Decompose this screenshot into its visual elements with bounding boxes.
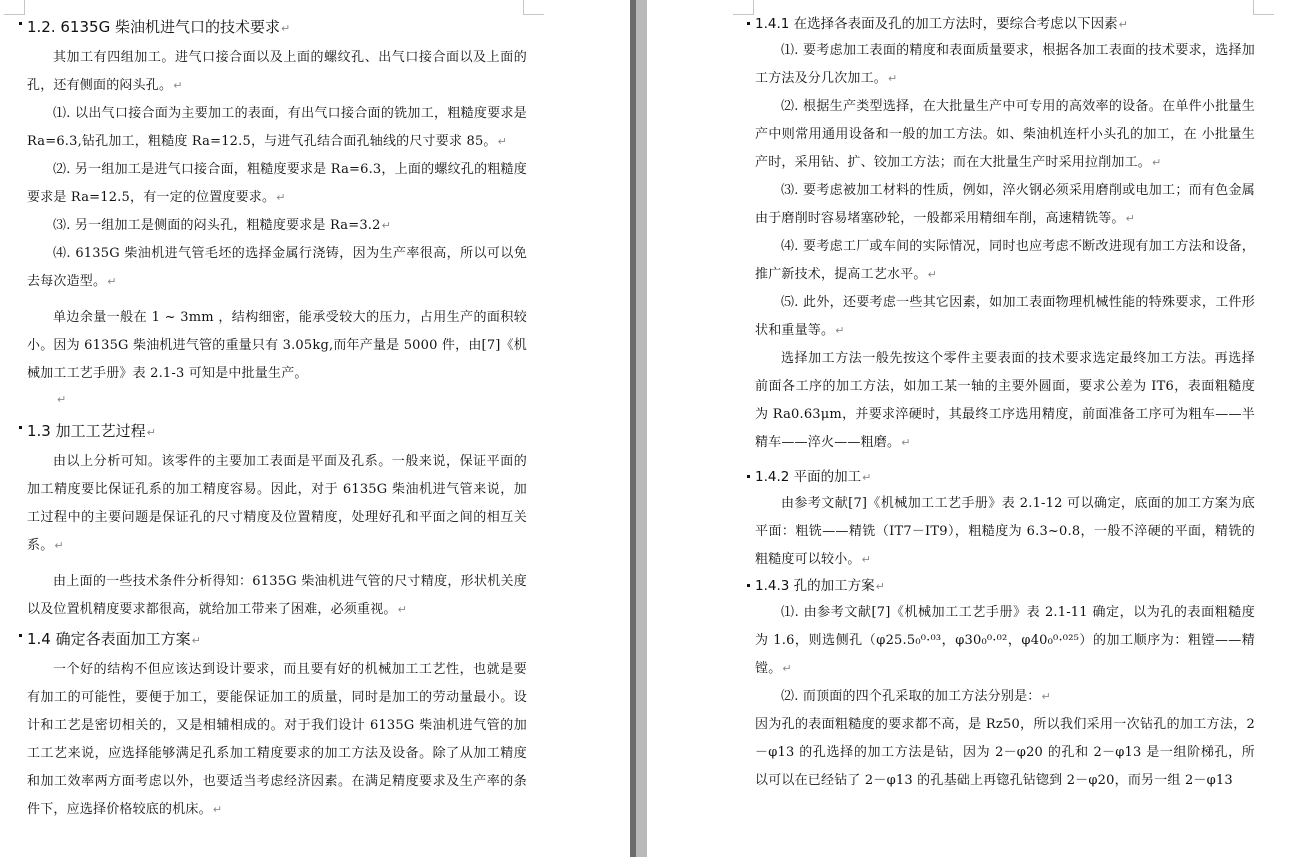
paragraph: 单边余量一般在 1 ~ 3mm ，结构细密，能承受较大的压力，占用生产的面积较小。因为 6135G 柴油机进气管的重量只有 3.05kg,而年产量是 5000 件，由[7]《机械加工工艺手册》表 2.1-3 可知是中批量生产。 <box>27 310 527 381</box>
paragraph: ⑷. 要考虑工厂或车间的实际情况，同时也应考虑不断改进现有加工方法和设备，推广新技术，提高工艺水平。↵ <box>755 239 1255 282</box>
paragraph: ⑶. 另一组加工是侧面的闷头孔，粗糙度要求是 Ra=3.2↵ <box>53 218 392 233</box>
empty-paragraph: ↵ <box>57 393 67 406</box>
paragraph: ⑵. 而顶面的四个孔采取的加工方法分别是：↵ <box>781 689 1051 704</box>
page-content <box>27 12 527 824</box>
crop-mark <box>733 0 754 15</box>
paragraph: 选择加工方法一般先按这个零件主要表面的技术要求选定最终加工方法。再选择前面各工序的加工方法，如加工某一轴的主要外圆面，要求公差为 IT6，表面粗糙度为 Ra0.63μm，并要求淬硬时，其最终工序选用精度，前面准备工序可为粗车——半精车——淬火——粗磨。↵ <box>755 351 1255 450</box>
paragraph: ⑶. 要考虑被加工材料的性质，例如，淬火钢必须采用磨削或电加工；而有色金属由于磨削时容易堵塞砂轮，一般都采用精细车削，高速精铣等。↵ <box>755 183 1255 226</box>
section-heading: 1.4.2 平面的加工↵ <box>755 465 1255 490</box>
paragraph: 由上面的一些技术条件分析得知：6135G 柴油机进气管的尺寸精度，形状机关度以及位置机精度要求都很高，就给加工带来了困难，必须重视。↵ <box>27 574 527 617</box>
paragraph: 由参考文献[7]《机械加工工艺手册》表 2.1-12 可以确定，底面的加工方案为底平面：粗铣——精铣（IT7－IT9），粗糙度为 6.3~0.8，一般不淬硬的平面，精铣的粗糙度可以较小。↵ <box>755 496 1255 567</box>
page-gutter-light <box>636 0 647 857</box>
section-heading: 1.4.3 孔的加工方案↵ <box>755 574 1255 599</box>
paragraph: ⑸. 此外，还要考虑一些其它因素，如加工表面物理机械性能的特殊要求，工件形状和重量等。↵ <box>755 295 1255 338</box>
section-heading: 1.4.1 在选择各表面及孔的加工方法时，要综合考虑以下因素↵ <box>755 12 1255 37</box>
paragraph: ⑴. 以出气口接合面为主要加工的表面，有出气口接合面的铣加工，粗糙度要求是 Ra=6.3,钻孔加工，粗糙度 Ra=12.5，与进气孔结合面孔轴线的尺寸要求 85。↵ <box>27 106 527 149</box>
section-heading: 1.4 确定各表面加工方案↵ <box>27 624 527 656</box>
paragraph: ⑴. 要考虑加工表面的精度和表面质量要求，根据各加工表面的技术要求，选择加工方法及分几次加工。↵ <box>755 43 1255 86</box>
paragraph: 因为孔的表面粗糙度的要求都不高，是 Rz50，所以我们采用一次钻孔的加工方法，2－φ13 的孔选择的加工方法是钻，因为 2－φ20 的孔和 2－φ13 是一组阶梯孔，所以可以在已经钻了 2－φ13 的孔基础上再锪孔钻锪到 2－φ20，而另一组 2－φ13 <box>755 717 1255 788</box>
section-heading: 1.3 加工工艺过程↵ <box>27 416 527 448</box>
crop-mark <box>1253 0 1274 15</box>
paragraph: ⑷. 6135G 柴油机进气管毛坯的选择金属行浇铸，因为生产率很高，所以可以免去每次造型。↵ <box>27 246 527 289</box>
crop-mark <box>4 0 25 15</box>
paragraph: 由以上分析可知。该零件的主要加工表面是平面及孔系。一般来说，保证平面的加工精度要比保证孔系的加工精度容易。因此，对于 6135G 柴油机进气管来说，加工过程中的主要问题是保证孔的尺寸精度及位置精度，处理好孔和平面之间的相互关系。↵ <box>27 454 527 553</box>
document-page-left <box>0 0 630 857</box>
paragraph: ⑵. 根据生产类型选择，在大批量生产中可专用的高效率的设备。在单件小批量生产中则常用通用设备和一般的加工方法。如、柴油机连杆小头孔的加工，在 小批量生产时，采用钻、扩、铰加工方法；而在大批量生产时采用拉削加工。↵ <box>755 99 1255 170</box>
page-content <box>755 12 1255 795</box>
paragraph: 一个好的结构不但应该达到设计要求，而且要有好的机械加工工艺性，也就是要有加工的可能性，要便于加工，要能保证加工的质量，同时是加工的劳动量最小。设计和工艺是密切相关的，又是相辅相成的。对于我们设计 6135G 柴油机进气管的加工工艺来说，应选择能够满足孔系加工精度要求的加工方法及设备。除了从加工精度和加工效率两方面考虑以外，也要适当考虑经济因素。在满足精度要求及生产率的条件下，应选择价格较底的机床。↵ <box>27 662 527 817</box>
paragraph: ⑵. 另一组加工是进气口接合面，粗糙度要求是 Ra=6.3，上面的螺纹孔的粗糙度要求是 Ra=12.5，有一定的位置度要求。↵ <box>27 162 527 205</box>
paragraph: ⑴. 由参考文献[7]《机械加工工艺手册》表 2.1-11 确定，以为孔的表面粗糙度为 1.6，则选侧孔（φ25.5₀⁰·⁰³，φ30₀⁰·⁰²，φ40₀⁰·⁰²⁵）的加工顺序为：粗镗——精镗。↵ <box>755 605 1255 676</box>
paragraph: 其加工有四组加工。进气口接合面以及上面的螺纹孔、出气口接合面以及上面的孔，还有侧面的闷头孔。↵ <box>27 50 527 93</box>
document-page-right <box>647 0 1293 857</box>
section-heading: 1.2. 6135G 柴油机进气口的技术要求↵ <box>27 12 527 44</box>
